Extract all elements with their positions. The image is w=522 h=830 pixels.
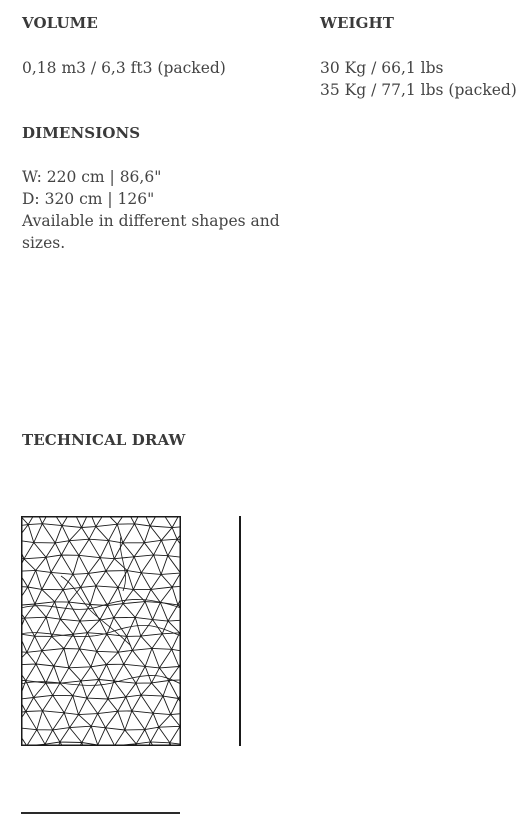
side-elevation-line — [239, 516, 241, 746]
volume-line: 0,18 m3 / 6,3 ft3 (packed) — [22, 59, 226, 77]
volume-heading: VOLUME — [22, 14, 98, 32]
weight-heading: WEIGHT — [320, 14, 395, 32]
dimension-depth-line: D: 320 cm | 126" — [22, 190, 155, 208]
weight-packed-line: 35 Kg / 77,1 lbs (packed) — [320, 81, 517, 99]
triangle-mesh-rug-plan-icon — [21, 516, 181, 746]
technical-draw-heading: TECHNICAL DRAW — [22, 431, 186, 449]
dimension-width-line: W: 220 cm | 86,6" — [22, 168, 162, 186]
weight-line: 30 Kg / 66,1 lbs — [320, 59, 444, 77]
dimension-availability-note: Available in different shapes and sizes. — [22, 212, 280, 252]
dimensions-value — [22, 166, 292, 254]
front-elevation-line — [21, 812, 180, 814]
triangle-mesh-lines — [21, 516, 181, 746]
weight-value — [320, 57, 517, 101]
dimensions-heading: DIMENSIONS — [22, 124, 141, 142]
volume-value — [22, 57, 226, 79]
